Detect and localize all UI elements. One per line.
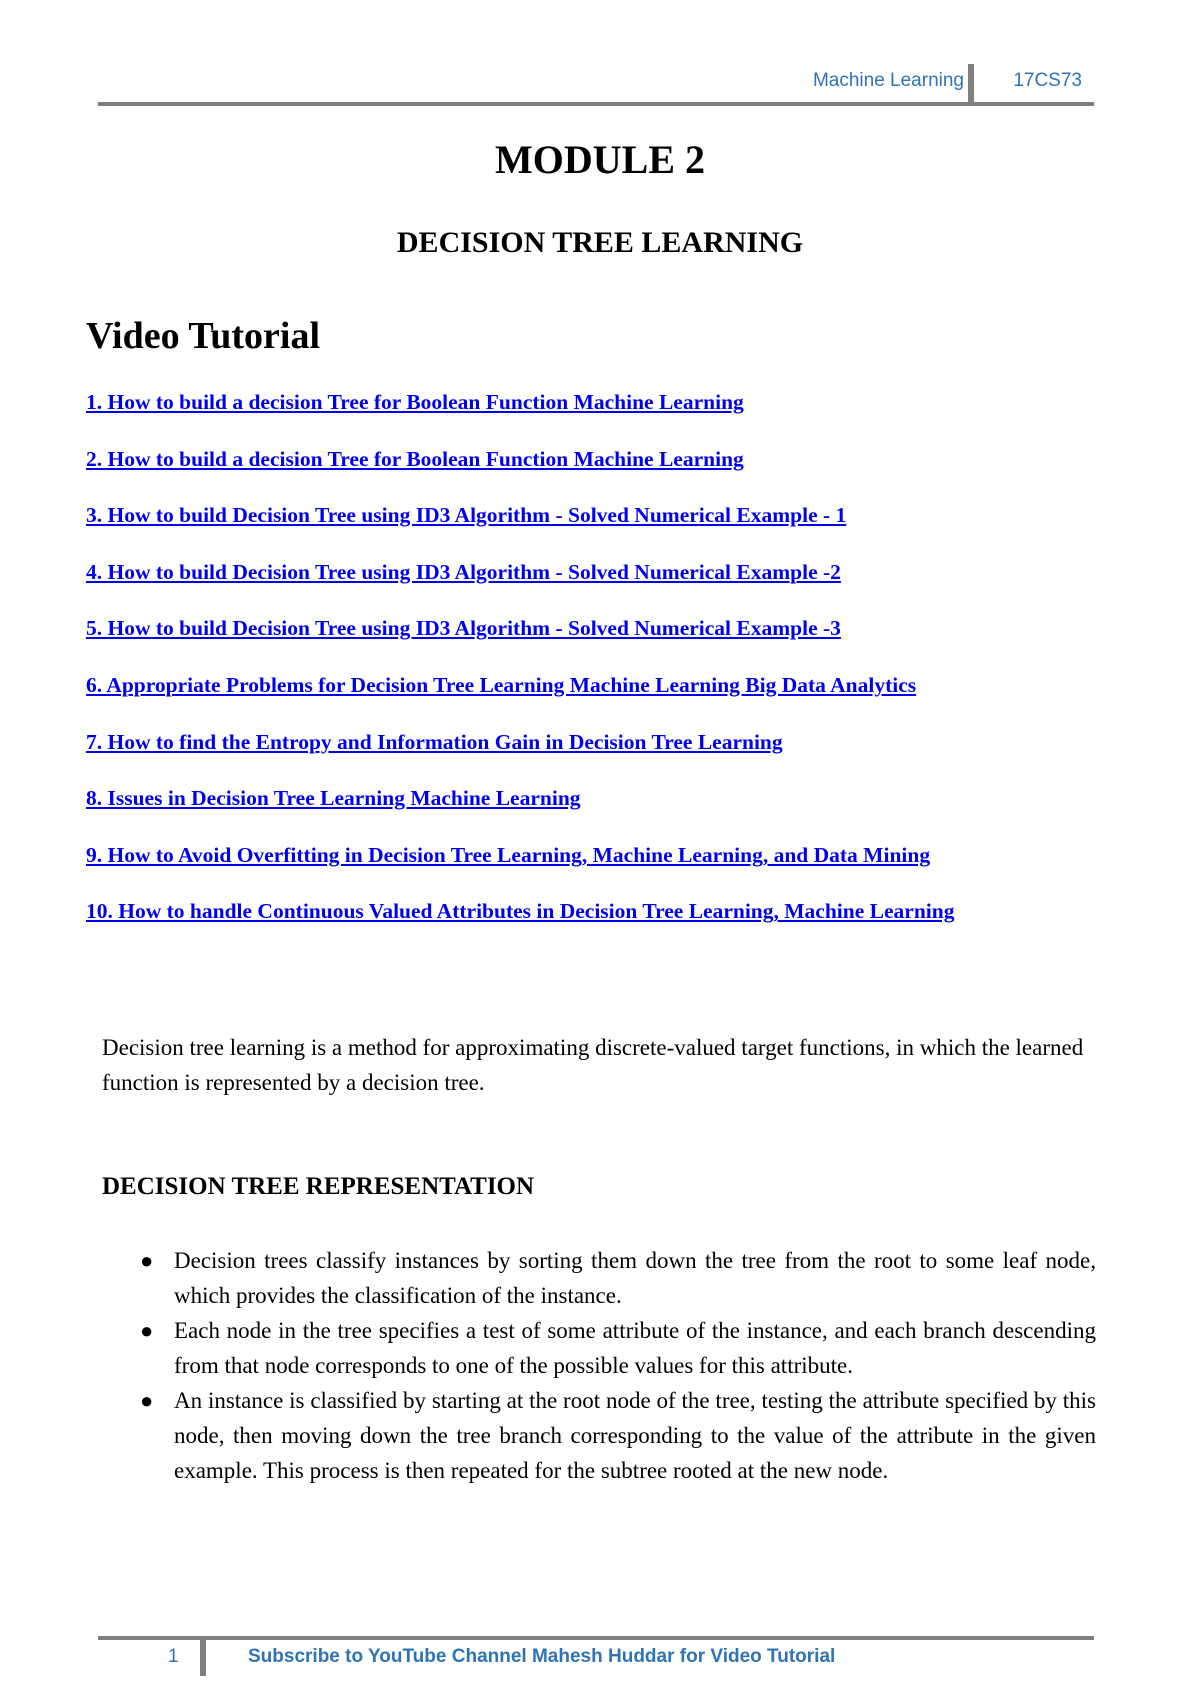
list-item (140, 1383, 1096, 1488)
bullet-text: Each node in the tree specifies a test of some attribute of the instance, and each branch descending from that node corresponds to one of the possible values for this attribute. (174, 1318, 1096, 1378)
footer-divider (200, 1636, 206, 1676)
bullet-icon: ● (140, 1248, 154, 1273)
tutorial-link-6[interactable]: 6. Appropriate Problems for Decision Tree Learning Machine Learning Big Data Analytics (86, 672, 917, 697)
footer-rule (98, 1636, 1094, 1640)
list-item (140, 1243, 1096, 1313)
bullet-text: An instance is classified by starting at the root node of the tree, testing the attribute specified by this node, then moving down the tree branch corresponding to the value of the attribute in the given example. This process is then repeated for the subtree rooted at the new node. (174, 1388, 1096, 1483)
bullet-icon: ● (140, 1388, 154, 1413)
module-title: MODULE 2 (495, 137, 705, 182)
list-item (86, 843, 1126, 900)
tutorial-link-8[interactable]: 8. Issues in Decision Tree Learning Machine Learning (86, 786, 581, 811)
tutorial-link-7[interactable]: 7. How to find the Entropy and Information Gain in Decision Tree Learning (86, 729, 783, 754)
list-item (86, 730, 1126, 787)
list-item (86, 560, 1126, 617)
tutorial-link-list (86, 390, 1126, 956)
list-item (140, 1313, 1096, 1383)
header-rule (98, 102, 1094, 106)
list-item (86, 899, 1126, 956)
list-item (86, 390, 1126, 447)
representation-heading: DECISION TREE REPRESENTATION (102, 1173, 535, 1200)
header-divider (968, 64, 974, 106)
tutorial-link-5[interactable]: 5. How to build Decision Tree using ID3 Algorithm - Solved Numerical Example -3 (86, 616, 841, 641)
list-item (86, 447, 1126, 504)
list-item (86, 673, 1126, 730)
bullet-text: Decision trees classify instances by sorting them down the tree from the root to some leaf node, which provides the classification of the instance. (174, 1248, 1096, 1308)
list-item (86, 616, 1126, 673)
video-tutorial-heading: Video Tutorial (86, 315, 321, 357)
tutorial-link-10[interactable]: 10. How to handle Continuous Valued Attributes in Decision Tree Learning, Machine Learning (86, 899, 955, 924)
header-course-code: 17CS73 (1013, 70, 1082, 91)
page-header (98, 64, 1094, 106)
tutorial-link-1[interactable]: 1. How to build a decision Tree for Boolean Function Machine Learning (86, 390, 744, 414)
tutorial-link-2[interactable]: 2. How to build a decision Tree for Boolean Function Machine Learning (86, 446, 744, 471)
tutorial-link-4[interactable]: 4. How to build Decision Tree using ID3 Algorithm - Solved Numerical Example -2 (86, 559, 841, 584)
intro-paragraph: Decision tree learning is a method for approximating discrete-valued target functions, in which the learned function is represented by a decision tree. (102, 1035, 1084, 1095)
list-item (86, 503, 1126, 560)
page-number: 1 (168, 1646, 179, 1667)
section-title: DECISION TREE LEARNING (396, 226, 804, 259)
footer-subscribe-text: Subscribe to YouTube Channel Mahesh Huddar for Video Tutorial (248, 1646, 836, 1667)
bullet-icon: ● (140, 1318, 154, 1343)
representation-bullet-list (140, 1243, 1096, 1488)
header-course-title: Machine Learning (812, 70, 964, 91)
tutorial-link-9[interactable]: 9. How to Avoid Overfitting in Decision Tree Learning, Machine Learning, and Data Mining (86, 842, 931, 867)
tutorial-link-3[interactable]: 3. How to build Decision Tree using ID3 Algorithm - Solved Numerical Example - 1 (86, 503, 847, 528)
list-item (86, 786, 1126, 843)
